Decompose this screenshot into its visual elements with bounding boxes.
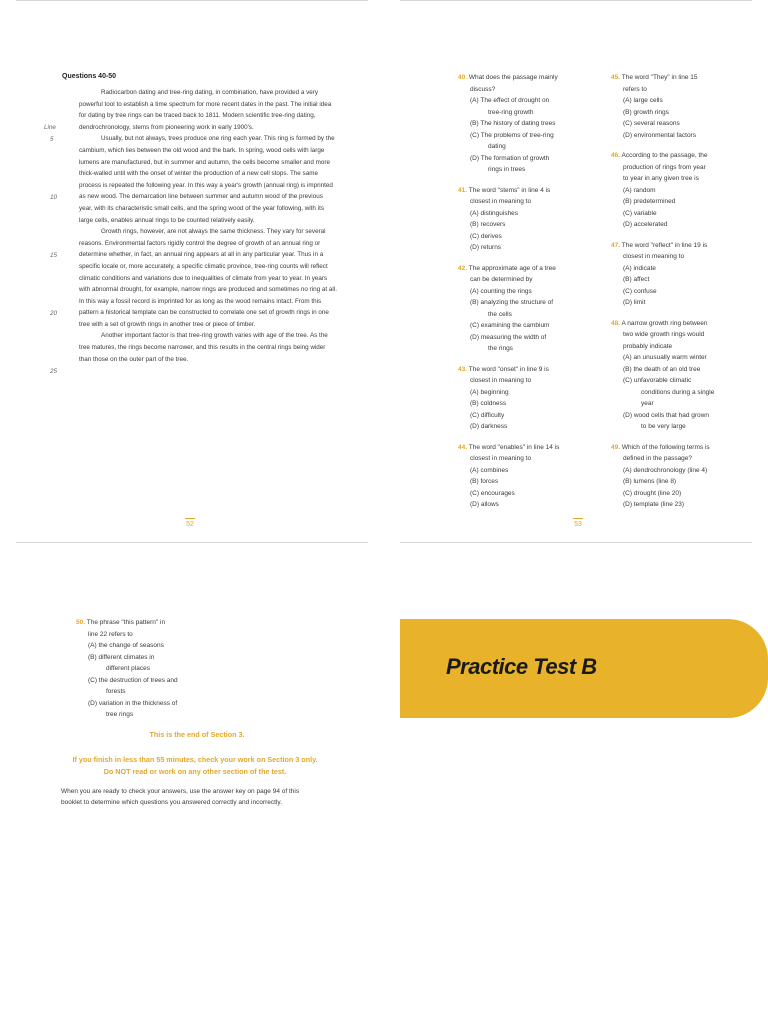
answer-option[interactable]: (B) analyzing the structure of (470, 299, 554, 306)
question-stem: refers to (623, 85, 647, 93)
question-41 (458, 185, 578, 263)
question-stem: two wide growth rings would (623, 331, 705, 338)
answer-option[interactable]: (C) several reasons (623, 120, 680, 127)
questions-column-1 (458, 72, 578, 520)
question-stem: defined in the passage? (623, 455, 693, 462)
line-number-25: 25 (50, 368, 58, 375)
answer-option[interactable]: (B) coldness (470, 400, 507, 407)
question-number: 47. (611, 241, 621, 249)
question-stem: Which of the following terms is (621, 443, 710, 451)
line-number-15: 15 (50, 252, 58, 259)
question-stem: production of rings from year (623, 163, 706, 171)
answer-option[interactable]: (C) examining the cambium (470, 322, 550, 329)
answer-option[interactable]: (C) derives (470, 232, 502, 240)
answer-option[interactable]: (B) forces (470, 478, 499, 485)
answer-option[interactable]: (D) limit (623, 299, 646, 306)
answer-option[interactable]: (C) confuse (623, 287, 657, 295)
question-49 (611, 442, 731, 520)
passage-paragraph-1: Radiocarbon dating and tree-ring dating, in combination, have provided a very powerful tool to establish a time spectrum for more recent dates in the past. The initial idea for dating by tree rings can be traced back to 1811. Modern scientific tree-ring dating, dendrochronology, stems from pioneering work in early 1900's. (79, 89, 332, 131)
question-stem: closest in meaning to (470, 455, 532, 462)
answer-option[interactable]: (A) random (623, 186, 656, 194)
passage-paragraph-3: Growth rings, however, are not always the same thickness. They vary for several reasons. Environmental factors rigidly control the degree of growth of an annual ring or determine whether, in fact, an annual ring appears at all in any particular year. Thus in a specific locale or, more accurately, a specific climatic province, tree-ring counts will reflect climatic conditions and variations due to inequalities of climate from year to year. In years with abnormal drought, for example, narrow rings are produced and sometimes no ring at all. In this way a fossil record is imprinted for as long as the wood remains intact. From this pattern a historical template can be constructed to correlate one set of growth rings in one tree with a set of growth rings in another tree or piece of timber. (79, 228, 337, 328)
answer-option[interactable]: (A) combines (470, 466, 509, 474)
answer-option[interactable]: conditions during a single (641, 388, 715, 396)
question-number: 42. (458, 264, 468, 272)
answer-option[interactable]: (B) the death of an old tree (623, 365, 701, 373)
question-50 (76, 617, 216, 730)
question-48 (611, 318, 731, 442)
question-number: 48. (611, 319, 621, 327)
question-stem: The approximate age of a tree (468, 264, 556, 272)
question-44 (458, 442, 578, 520)
answer-option[interactable]: (A) distinguishes (470, 209, 519, 217)
answer-option[interactable]: (D) accelerated (623, 221, 668, 228)
answer-option[interactable]: (A) beginning (470, 388, 509, 396)
line-number-10: 10 (50, 194, 58, 201)
answer-option[interactable]: (D) darkness (470, 423, 508, 430)
question-46 (611, 150, 731, 240)
question-45 (611, 72, 731, 150)
answer-option[interactable]: (C) difficulty (470, 411, 505, 419)
answer-option[interactable]: (D) template (line 23) (623, 501, 685, 508)
answer-option[interactable]: (D) The formation of growth (470, 154, 550, 162)
answer-option[interactable]: (D) variation in the thickness of (88, 699, 178, 707)
answer-option[interactable]: the rings (488, 345, 513, 352)
answer-option[interactable]: the cells (488, 310, 512, 318)
question-stem: to year in any given tree is (623, 175, 699, 182)
answer-option[interactable]: (A) an unusually warm winter (623, 354, 707, 361)
question-stem: line 22 refers to (88, 630, 133, 638)
answer-option[interactable]: (A) large cells (623, 97, 663, 104)
question-stem: probably indicate (623, 342, 673, 350)
answer-option[interactable]: dating (488, 143, 506, 150)
answer-option[interactable]: (B) recovers (470, 221, 506, 228)
reading-passage (79, 87, 337, 365)
question-number: 43. (458, 365, 468, 373)
question-stem: discuss? (470, 85, 496, 93)
end-of-section-note: This is the end of Section 3. (149, 730, 245, 739)
answer-option[interactable]: (D) returns (470, 244, 502, 251)
answer-option[interactable]: year (641, 400, 654, 407)
question-stem: closest in meaning to (623, 253, 685, 260)
answer-option[interactable]: (A) the change of seasons (88, 642, 164, 649)
line-number-20: 20 (50, 310, 58, 317)
questions-heading: Questions 40-50 (62, 73, 117, 80)
answer-option[interactable]: different places (106, 665, 150, 672)
answer-option[interactable]: (D) wood cells that had grown (623, 411, 709, 419)
answer-option[interactable]: (B) lumens (line 8) (623, 478, 677, 485)
banner-title: Practice Test B (446, 654, 597, 679)
question-stem: What does the passage mainly (468, 74, 558, 81)
page-number-53: 53 (566, 518, 590, 528)
answer-option[interactable]: (C) unfavorable climatic (623, 377, 692, 384)
top-left-page-bottom-edge (16, 542, 368, 543)
answer-option[interactable]: (C) The problems of tree-ring (470, 131, 554, 139)
answer-option[interactable]: (B) different climates in (88, 653, 155, 661)
answer-option[interactable]: (C) the destruction of trees and (88, 676, 178, 684)
answer-option[interactable]: (D) measuring the width of (470, 333, 547, 341)
top-right-page-bottom-edge (400, 542, 752, 543)
question-stem: The word "They" in line 15 (621, 74, 698, 81)
passage-paragraph-2: Usually, but not always, trees produce one ring each year. This ring is formed by the cambium, which lies between the old wood and the bark. In spring, wood cells with large lumens are manufactured, but in summer and autumn, the cells become smaller and more thick-walled until with the onset of winter the production of a new cell stops. The same process is repeated the following year. In this way a year's growth (annual ring) is imprinted as new wood. The demarcation line between summer and autumn wood of the previous year, with its characteristic small cells, and the spring wood of the year following, with its large cells, enables annual rings to be counted relatively easily. (79, 135, 335, 224)
question-stem: closest in meaning to (470, 377, 532, 384)
question-stem: The word "stems" in line 4 is (468, 186, 551, 194)
question-number: 50. (76, 619, 86, 626)
answer-option[interactable]: tree-ring growth (488, 108, 534, 116)
line-number-5: 5 (50, 136, 54, 143)
answer-option[interactable]: to be very large (641, 423, 686, 430)
answer-option[interactable]: (B) affect (623, 276, 650, 283)
question-stem: The word "enables" in line 14 is (468, 443, 560, 451)
answer-option[interactable]: (C) variable (623, 209, 657, 217)
passage-paragraph-4: Another important factor is that tree-ring growth varies with age of the tree. As the tree matures, the rings become narrower, and this results in the central rings being wider than those on the outer part of the tree. (79, 332, 328, 363)
question-40 (458, 72, 578, 185)
question-number: 46. (611, 152, 621, 159)
question-stem: A narrow growth ring between (621, 319, 708, 327)
question-stem: The word "onset" in line 9 is (468, 365, 549, 373)
answer-option[interactable]: tree rings (106, 711, 134, 718)
question-50 (76, 617, 216, 730)
answer-option[interactable]: (A) indicate (623, 264, 656, 272)
answer-option[interactable]: (A) counting the rings (470, 287, 532, 295)
question-number: 40. (458, 74, 468, 81)
answer-option[interactable]: (A) dendrochronology (line 4) (623, 466, 708, 474)
answer-option[interactable]: (C) encourages (470, 489, 515, 497)
question-number: 49. (611, 443, 621, 451)
question-number: 45. (611, 74, 621, 81)
answer-option[interactable]: (B) growth rings (623, 108, 669, 116)
question-stem: can be determined by (470, 276, 533, 283)
answer-option[interactable]: (D) environmental factors (623, 131, 696, 139)
line-label: Line (44, 124, 56, 131)
top-left-page-top-edge (16, 0, 368, 1)
question-stem: closest in meaning to (470, 198, 532, 205)
finish-instruction-2: Do NOT read or work on any other section of the test. (103, 767, 287, 776)
question-42 (458, 263, 578, 364)
question-stem: The phrase "this pattern" in (86, 619, 166, 626)
page-number-52: 52 (178, 518, 202, 528)
answer-option[interactable]: (A) The effect of drought on (470, 97, 550, 104)
question-43 (458, 364, 578, 442)
question-number: 44. (458, 443, 468, 451)
answer-option[interactable]: (B) predetermined (623, 198, 676, 205)
answer-option[interactable]: (B) The history of dating trees (470, 120, 556, 127)
question-stem: According to the passage, the (621, 152, 708, 159)
finish-instruction-1: If you finish in less than 55 minutes, check your work on Section 3 only. (72, 755, 318, 764)
answer-option[interactable]: forests (106, 688, 126, 695)
answer-option[interactable]: (D) allows (470, 501, 499, 508)
top-right-page-top-edge (400, 0, 752, 1)
answer-option[interactable]: rings in trees (488, 166, 526, 173)
question-number: 41. (458, 186, 468, 194)
question-47 (611, 240, 731, 318)
answer-option[interactable]: (C) drought (line 20) (623, 489, 682, 497)
answer-key-instruction: When you are ready to check your answers, use the answer key on page 94 of this booklet to determine which questions you answered correctly and incorrectly. (61, 788, 300, 806)
questions-column-2 (611, 72, 731, 520)
question-stem: The word "reflect" in line 19 is (621, 241, 708, 249)
